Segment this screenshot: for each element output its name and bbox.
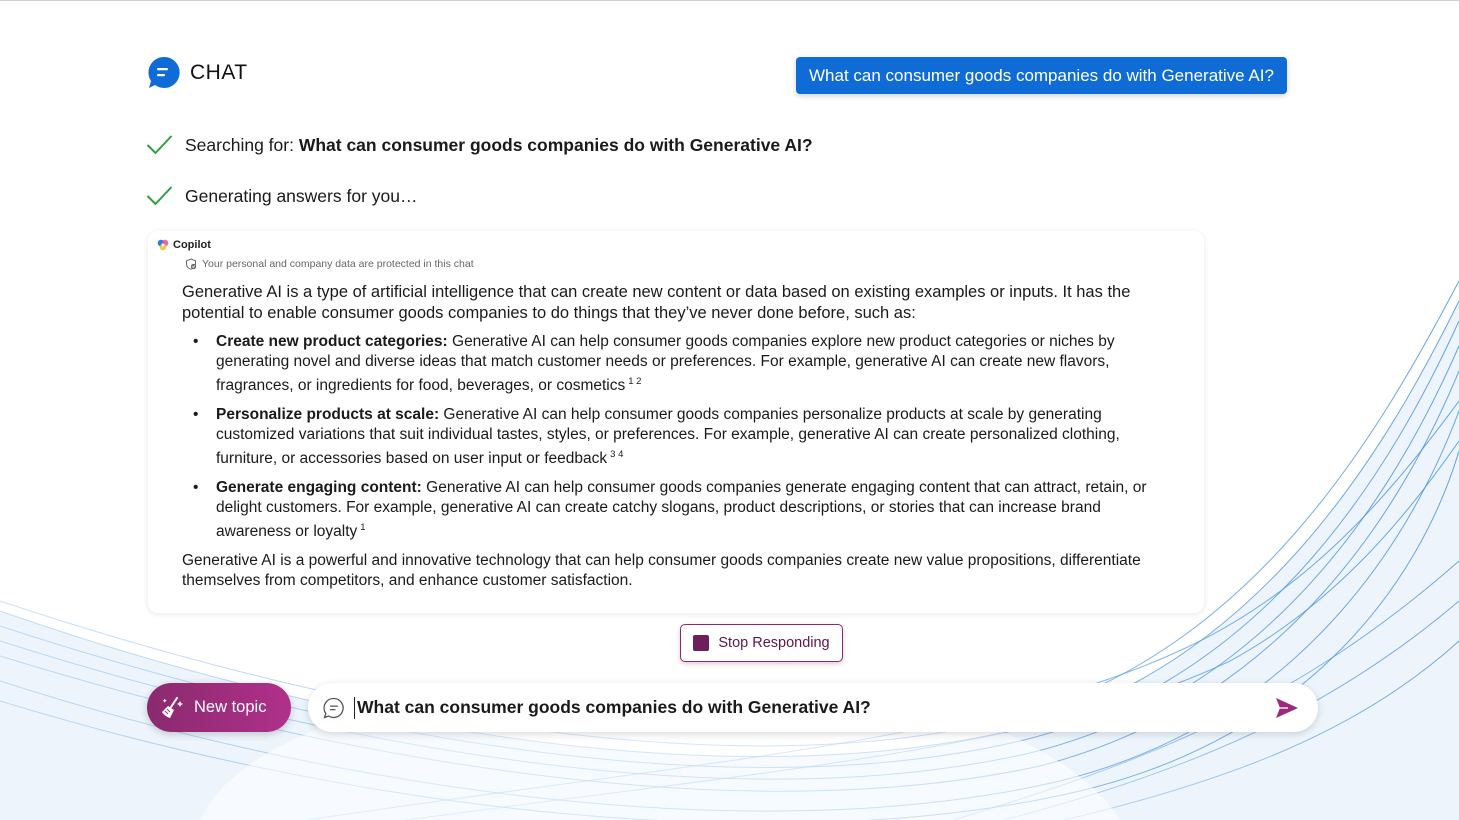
list-item: • Create new product categories: Generative AI can help consumer goods companies explore new product categories or niches by generating novel and diverse ideas that match customer needs or preferences. For example, generative AI can create new flavors, fragrances, or ingredients for food, beverages, or cosmetics $^{1 2}$ <box>182 332 1172 396</box>
broom-sparkle-icon <box>159 695 185 721</box>
list-item: • Personalize products at scale: Generative AI can help consumer goods companies personalize products at scale by generating customized variations that suit individual tastes, styles, or preferences. For example, generative AI can create personalized clothing, furniture, or accessories based on user input or feedback $^{3 4}$ <box>182 405 1172 469</box>
citation-refs[interactable]: 3 4 <box>610 449 624 460</box>
answer-card <box>148 231 1204 613</box>
new-topic-button[interactable]: New topic <box>147 683 291 732</box>
copilot-brand <box>157 239 211 251</box>
shield-check-icon <box>185 258 197 270</box>
chat-header <box>147 56 248 89</box>
answer-text <box>182 282 1172 591</box>
citation-refs[interactable]: 1 2 <box>628 376 642 387</box>
checkmark-icon <box>146 185 173 207</box>
copilot-logo-icon <box>157 239 169 251</box>
page-title: CHAT <box>190 60 248 84</box>
answer-outro: Generative AI is a powerful and innovative technology that can help consumer goods companies create new value propositions, differentiate themselves from competitors, and enhance customer satisfaction. <box>182 552 1141 589</box>
privacy-note: Your personal and company data are protected in this chat <box>185 258 474 270</box>
stop-responding-button[interactable]: Stop Responding <box>680 624 843 662</box>
user-message-bubble: What can consumer goods companies do with Generative AI? <box>796 57 1287 94</box>
status-generating <box>146 185 417 207</box>
searching-query: What can consumer goods companies do with Generative AI? <box>298 134 813 155</box>
stop-icon <box>693 635 709 651</box>
chat-bubble-icon <box>323 697 345 719</box>
chat-input[interactable] <box>354 697 1274 719</box>
searching-prefix: Searching for: <box>185 134 299 155</box>
list-item: • Generate engaging content: Generative AI can help consumer goods companies generate engaging content that can attract, retain, or delight customers. For example, generative AI can create catchy slogans, product descriptions, or stories that can increase brand awareness or loyalty $^1$ <box>182 478 1172 542</box>
chat-logo-icon <box>147 56 180 89</box>
answer-list <box>182 332 1172 542</box>
generating-text: Generating answers for you… <box>185 185 418 206</box>
status-searching <box>146 134 813 156</box>
copilot-label: Copilot <box>173 239 211 251</box>
answer-intro: Generative AI is a type of artificial intelligence that can create new content or data based on existing examples or inputs. It has the potential to enable consumer goods companies to do things that they’ve never done before, such as: <box>182 283 1131 322</box>
citation-refs[interactable]: 1 <box>360 522 366 533</box>
checkmark-icon <box>146 134 173 156</box>
send-icon[interactable] <box>1274 695 1300 721</box>
chat-input-bar <box>308 683 1318 732</box>
